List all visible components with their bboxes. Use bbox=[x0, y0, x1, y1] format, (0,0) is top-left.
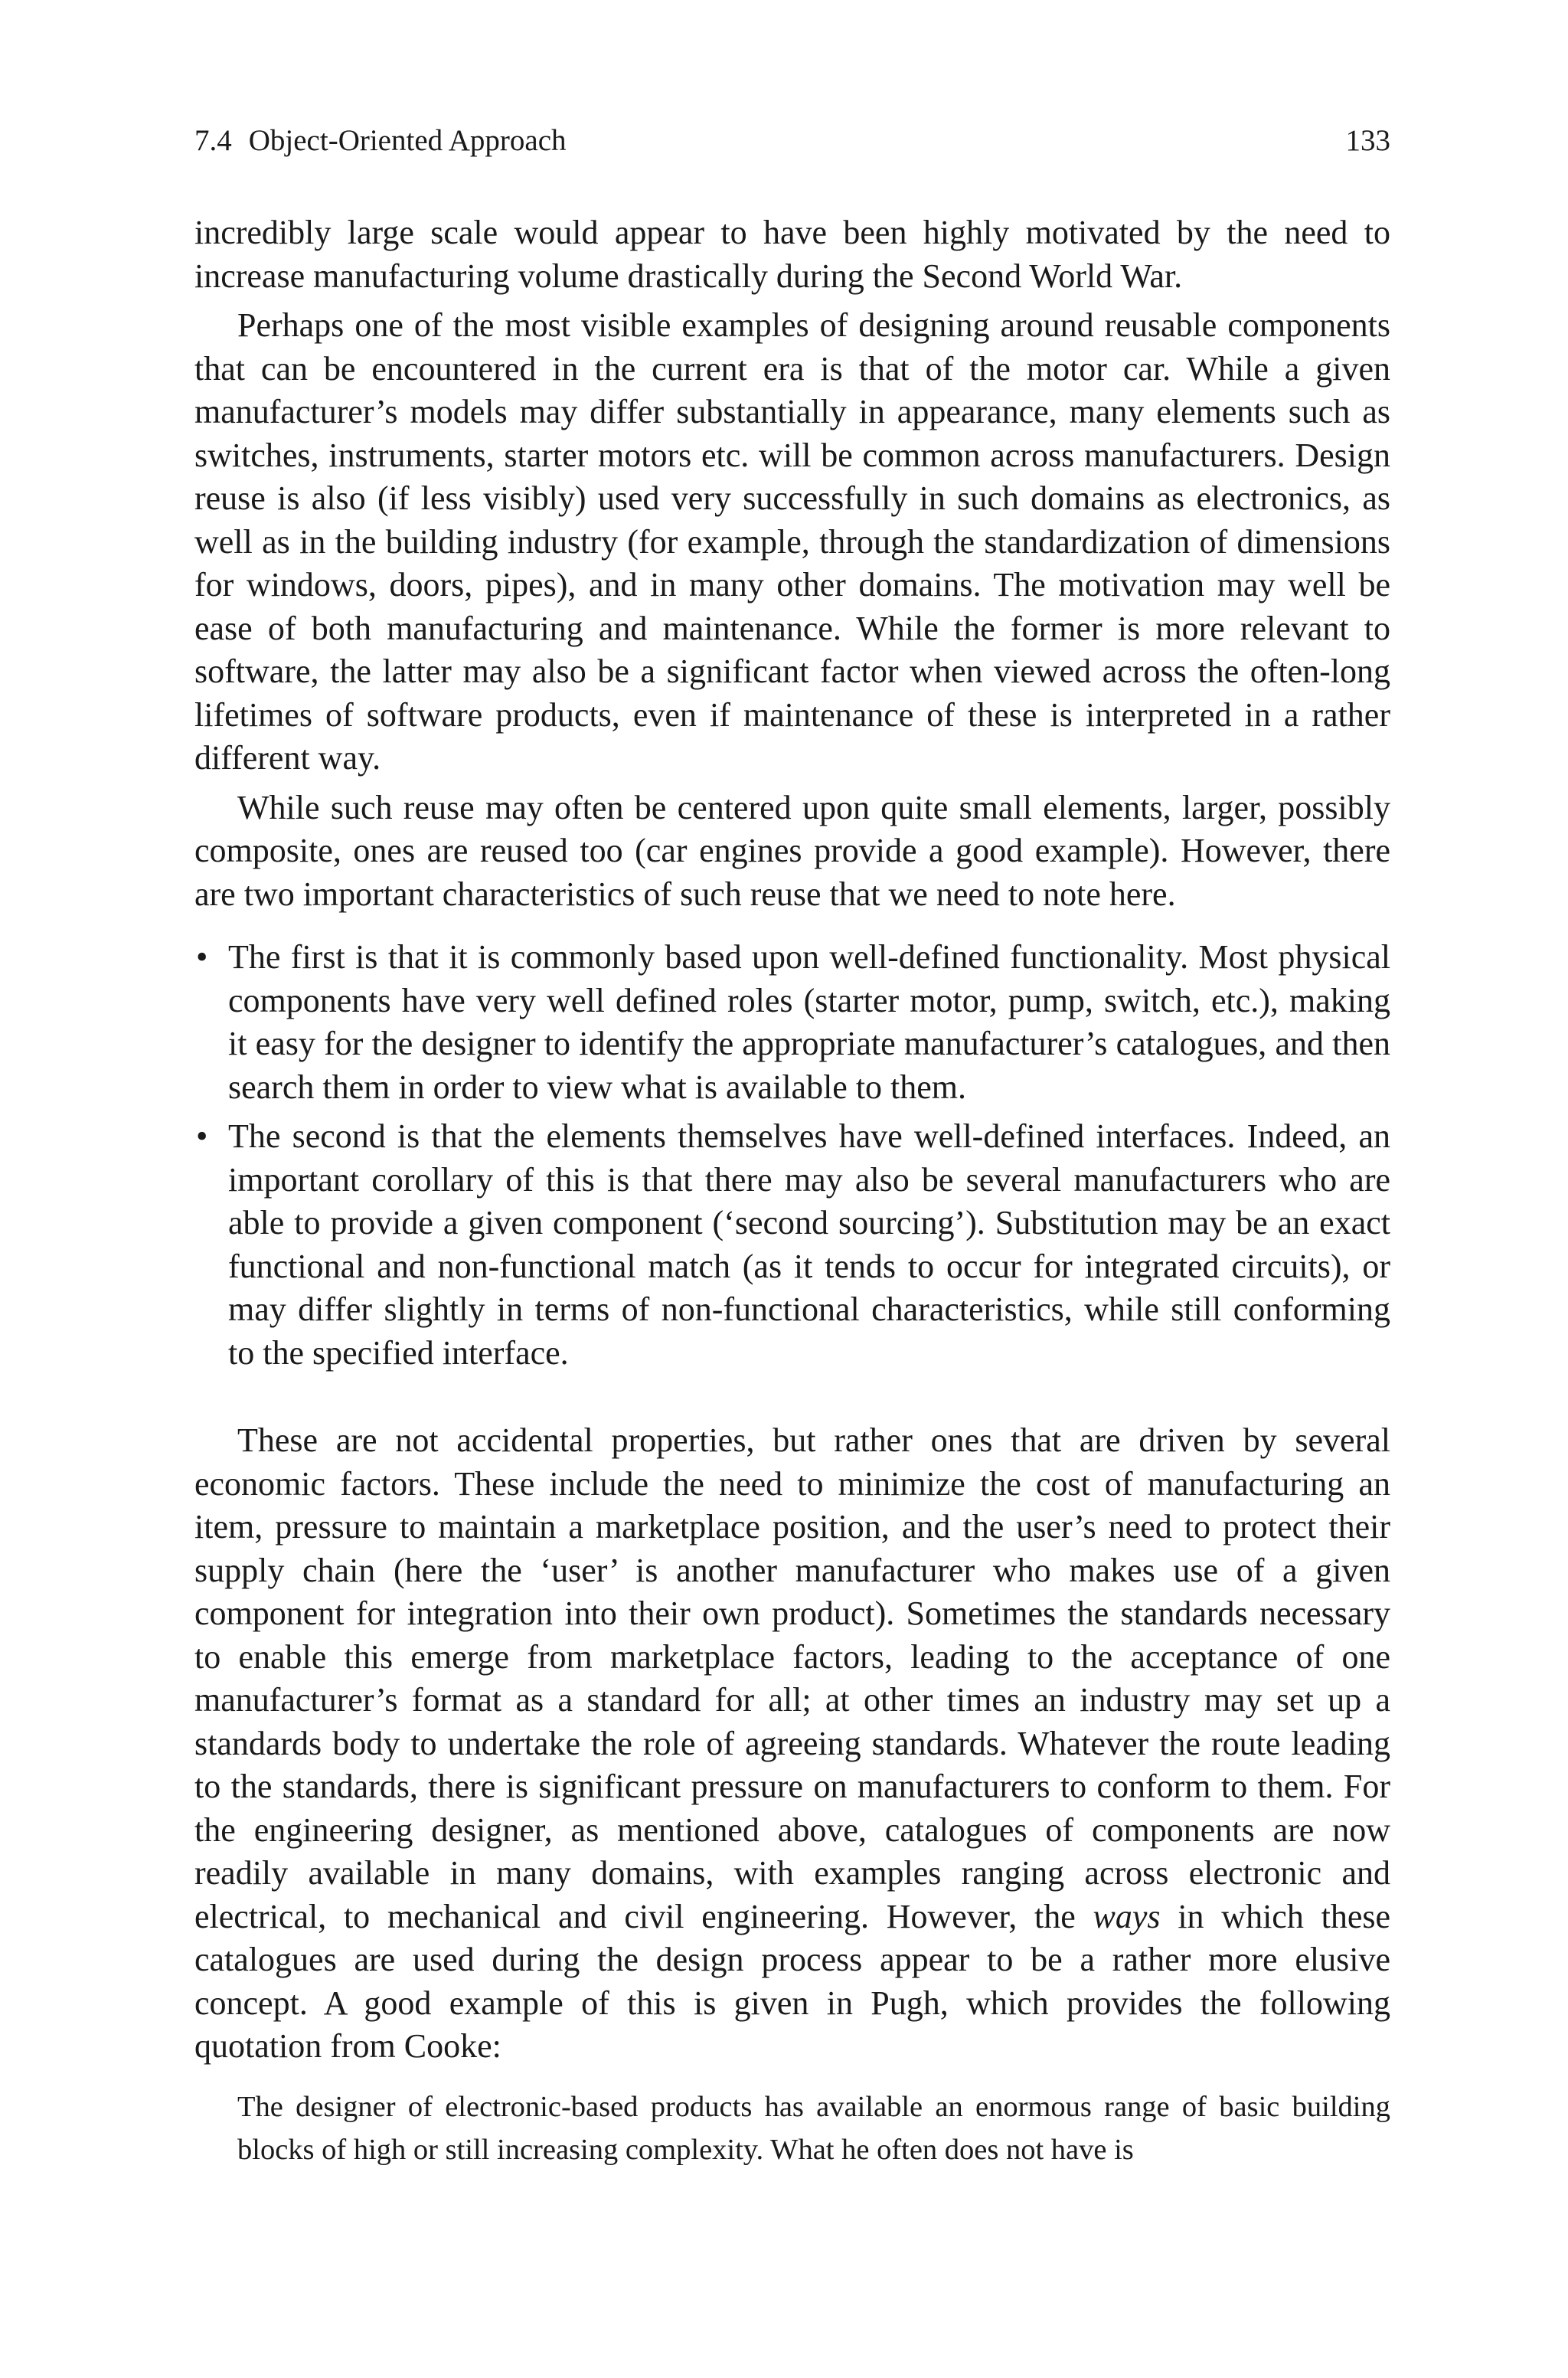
paragraph-4-text-after: in which these catalogues are used during the design process appear to be a rather more elusive concept. A good example of this is given in Pugh, which provides the following quotation from Cooke: bbox=[194, 1897, 1391, 2065]
running-head bbox=[194, 121, 1390, 161]
list-item-text: The second is that the elements themselves have well-defined interfaces. Indeed, an important corollary of this is that there may also be several manufacturers who are able to provide a given component (‘second sourcing’). Substitution may be an exact functional and non-functional match (as it tends to occur for integrated circuits), or may differ slightly in terms of non-functional characteristics, while still conforming to the specified interface. bbox=[228, 1117, 1390, 1372]
list-item-text: The first is that it is commonly based upon well-defined functionality. Most physical components have very well defined roles (starter motor, pump, switch, etc.), making it easy for the designer to identify the appropriate manufacturer’s catalogues, and then search them in order to view what is available to them. bbox=[228, 938, 1390, 1106]
section-title: Object-Oriented Approach bbox=[248, 124, 567, 157]
paragraph-1: incredibly large scale would appear to have been highly motivated by the need to increase manufacturing volume drastically during the Second World War. bbox=[194, 214, 1390, 295]
block-quotation: The designer of electronic-based products has available an enormous range of basic building blocks of high or still increasing complexity. What he often does not have is bbox=[237, 2090, 1390, 2166]
book-page bbox=[194, 121, 1390, 2171]
bullet-marker: • bbox=[196, 938, 208, 976]
paragraph-2: Perhaps one of the most visible examples of designing around reusable components that can be encountered in the current era is that of the motor car. While a given manufacturer’s models may differ substantially in appearance, many elements such as switches, instruments, starter motors etc. will be common across manufacturers. Design reuse is also (if less visibly) used very successfully in such domains as electronics, as well as in the building industry (for example, through the standardization of dimensions for windows, doors, pipes), and in many other domains. The motivation may well be ease of both manufacturing and maintenance. While the former is more relevant to software, the latter may also be a significant factor when viewed across the often-long lifetimes of software products, even if maintenance of these is interpreted in a rather different way. bbox=[194, 306, 1390, 777]
paragraph-4 bbox=[194, 1419, 1390, 2069]
emphasis-ways: ways bbox=[1093, 1897, 1161, 1935]
paragraph-4-text-before: These are not accidental properties, but rather ones that are driven by several economic factors. These include the need to minimize the cost of manufacturing an item, pressure to maintain a marketplace position, and the user’s need to protect their supply chain (here the ‘user’ is another manufacturer who makes use of a given component for integration into their own product). Sometimes the standards necessary to enable this emerge from marketplace factors, leading to the acceptance of one manufacturer’s format as a standard for all; at other times an industry may set up a standards body to undertake the role of agreeing standards. Whatever the route leading to the standards, there is significant pressure on manufacturers to conform to them. For the engineering designer, as mentioned above, catalogues of components are now readily available in many domains, with examples ranging across electronic and electrical, to mechanical and civil engineering. However, the bbox=[194, 1421, 1390, 1935]
page-number: 133 bbox=[1345, 124, 1390, 157]
paragraph-3: While such reuse may often be centered upon quite small elements, larger, possibly composite, ones are reused too (car engines provide a good example). However, there are two important characteristics of such reuse that we need to note here. bbox=[194, 788, 1390, 913]
section-heading bbox=[194, 121, 567, 161]
bullet-marker: • bbox=[196, 1117, 208, 1155]
list-item bbox=[194, 1115, 1390, 1375]
characteristics-list bbox=[194, 936, 1390, 1375]
list-item bbox=[194, 936, 1390, 1109]
section-number: 7.4 bbox=[194, 124, 232, 157]
